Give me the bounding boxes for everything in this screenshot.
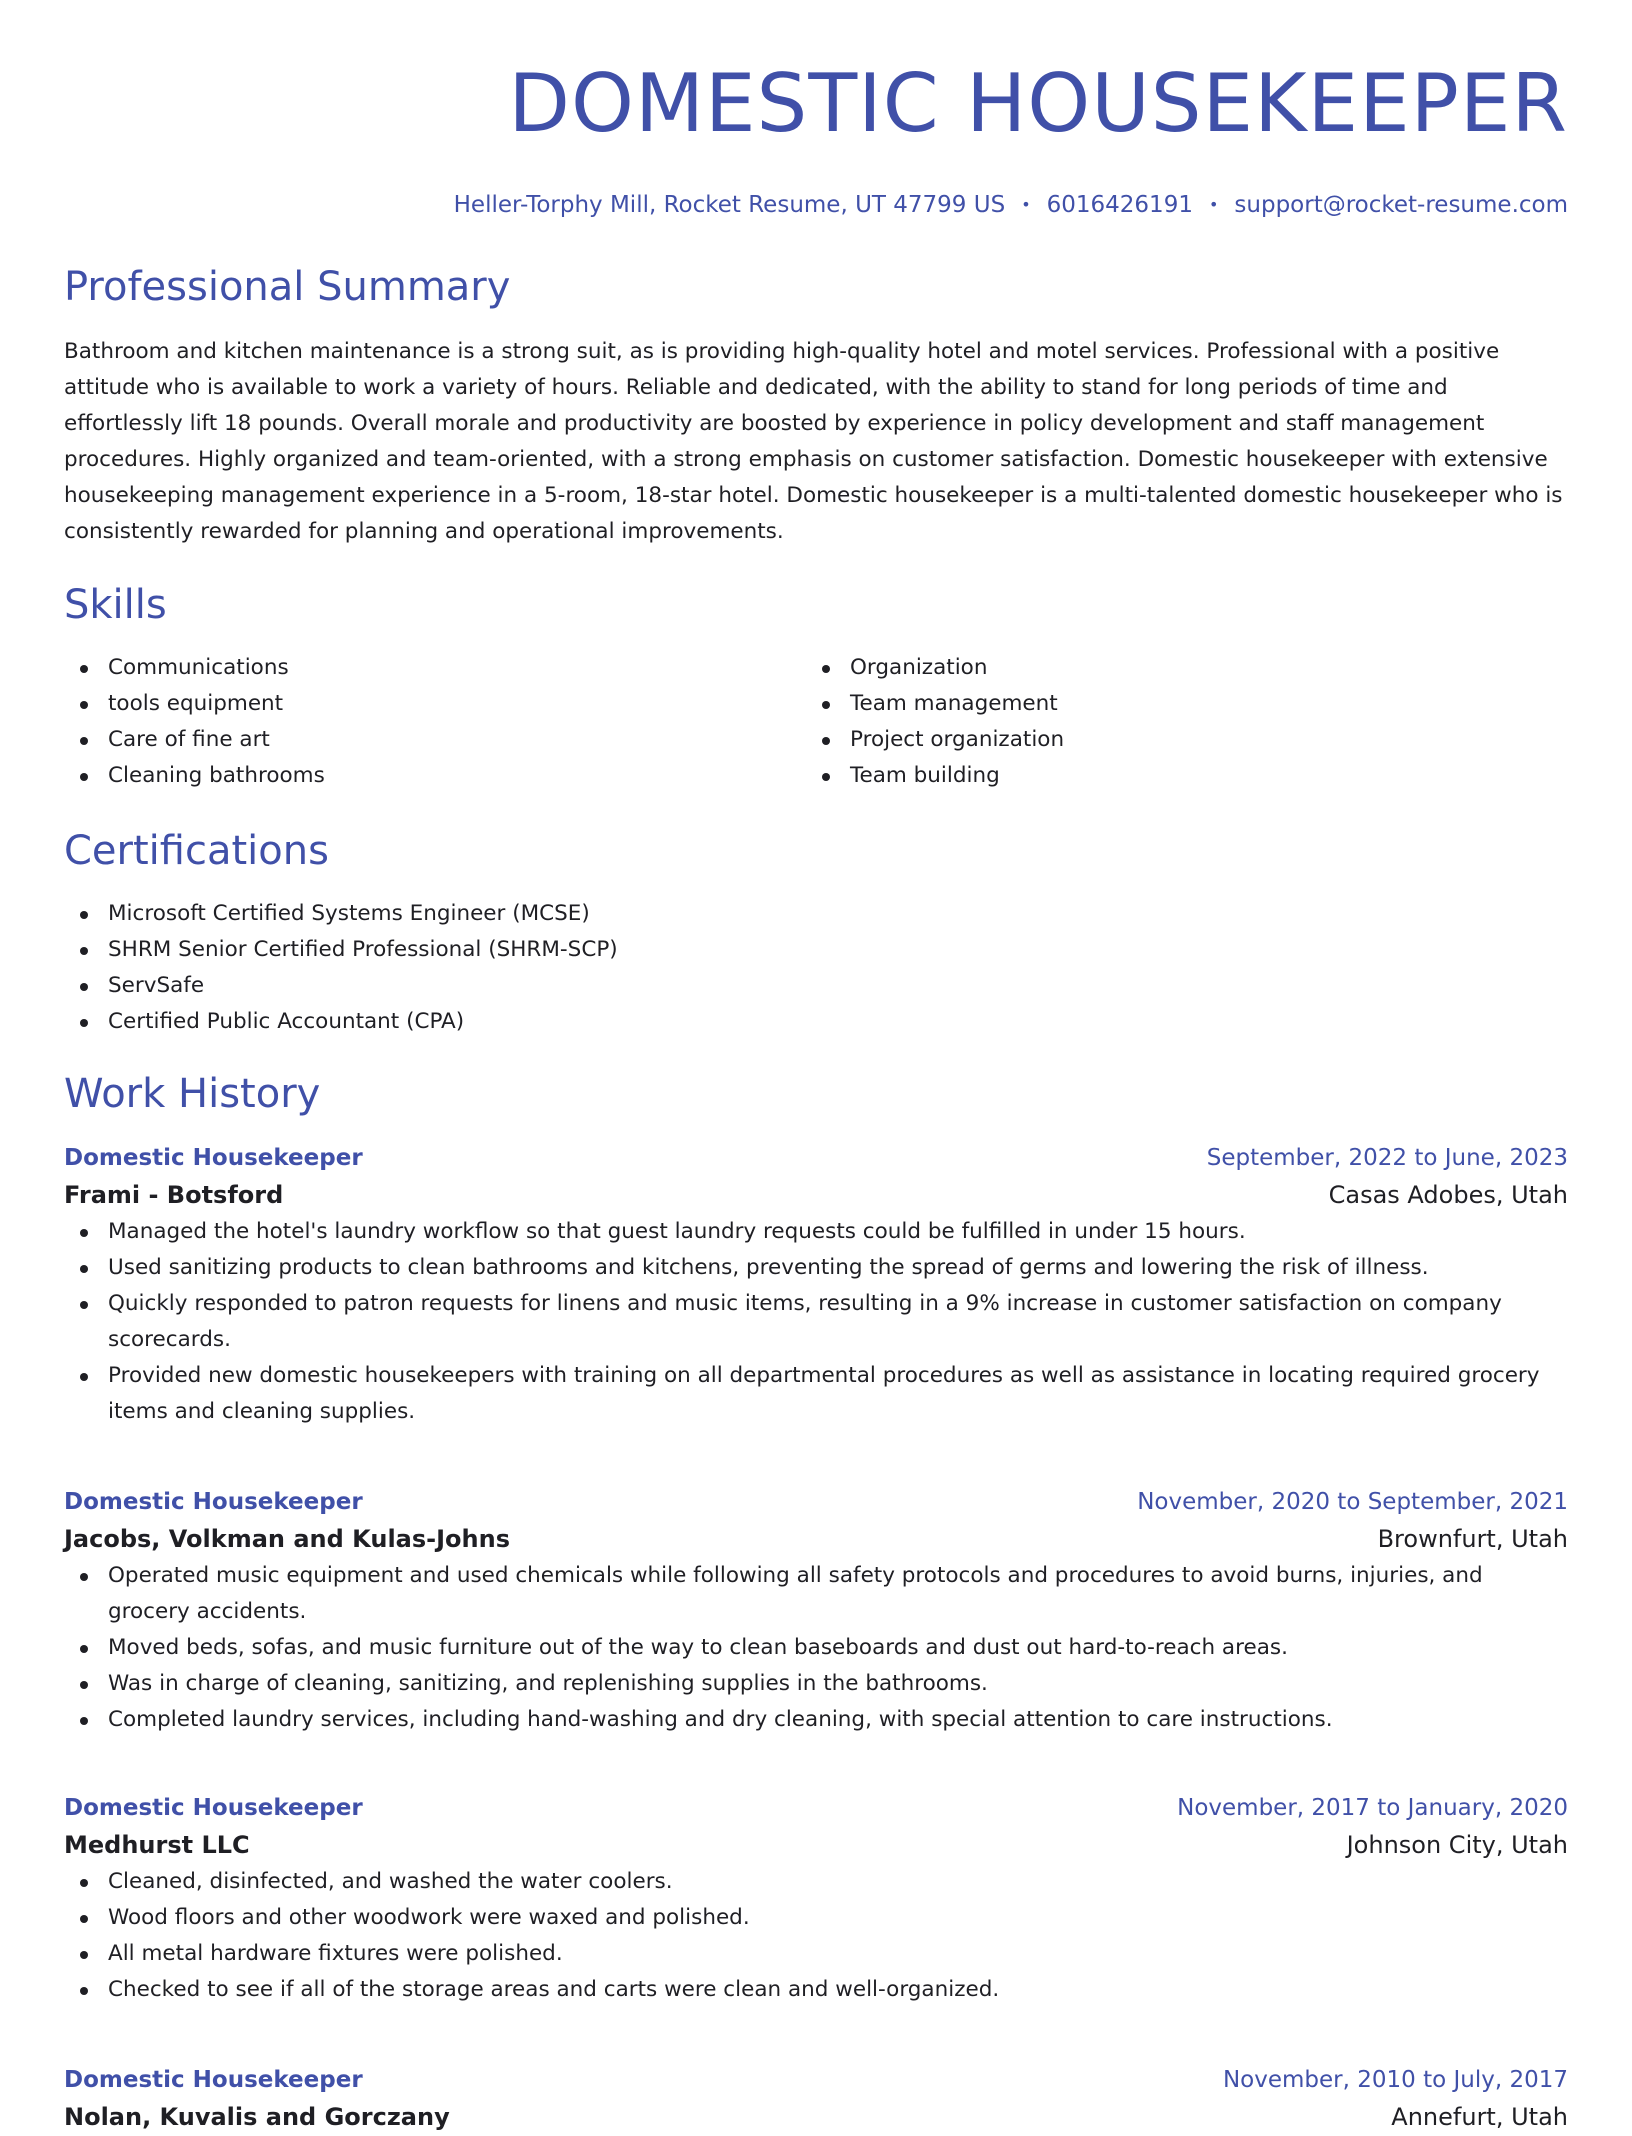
list-item: Provided new domestic housekeepers with training on all departmental procedures as well as assistance in locating required grocery items and cleaning supplies. (64, 1358, 1568, 1430)
summary-text: Bathroom and kitchen maintenance is a strong suit, as is providing high-quality hotel and motel services. Professional with a positive attitude who is available to work a variety of hours. Reliable and dedicated, with the ability to stand for long periods of time and effortlessly lift 18 pounds. Overall morale and productivity are boosted by experience in policy development and staff management procedures. Highly organized and team-oriented, with a strong emphasis on customer satisfaction. Domestic housekeeper with extensive housekeeping management experience in a 5-room, 18-star hotel. Domestic housekeeper is a multi-talented domestic housekeeper who is consistently rewarded for planning and operational improvements. (64, 339, 1563, 544)
job-dates: November, 2017 to January, 2020 (1177, 1795, 1568, 1821)
certifications-list (64, 896, 1568, 1040)
contact-phone[interactable]: 6016426191 (1046, 192, 1193, 218)
resume-name: DOMESTIC HOUSEKEEPER (508, 57, 1568, 150)
skills-list-left (64, 650, 764, 794)
job-duties-list (64, 1558, 1568, 1738)
job-entry (64, 2062, 1568, 2136)
list-item: Completed laundry services, including hand-washing and dry cleaning, with special attention to care instructions. (64, 1702, 1568, 1738)
list-item: Moved beds, sofas, and music furniture out of the way to clean baseboards and dust out hard-to-reach areas. (64, 1630, 1568, 1666)
skills-list-right (806, 650, 1506, 794)
contact-line (64, 190, 1568, 220)
list-item: Communications (64, 650, 764, 686)
contact-separator: • (1208, 195, 1219, 214)
job-dates: September, 2022 to June, 2023 (1206, 1145, 1568, 1171)
list-item: Operated music equipment and used chemicals while following all safety protocols and procedures to avoid burns, injuries, and grocery accidents. (64, 1558, 1568, 1630)
list-item: Organization (806, 650, 1506, 686)
list-item: Care of fine art (64, 722, 764, 758)
certifications-heading: Certifications (64, 828, 329, 874)
list-item: Checked to see if all of the storage areas and carts were clean and well-organized. (64, 1972, 1568, 2008)
job-company: Jacobs, Volkman and Kulas-Johns (64, 1525, 510, 1553)
list-item: Project organization (806, 722, 1506, 758)
job-title: Domestic Housekeeper (64, 1795, 363, 1821)
list-item: tools equipment (64, 686, 764, 722)
summary-heading: Professional Summary (64, 264, 511, 310)
list-item: Was in charge of cleaning, sanitizing, and replenishing supplies in the bathrooms. (64, 1666, 1568, 1702)
job-company-row (64, 1176, 1568, 1214)
list-item: Team management (806, 686, 1506, 722)
list-item: Used sanitizing products to clean bathrooms and kitchens, preventing the spread of germs and lowering the risk of illness. (64, 1250, 1568, 1286)
resume-page (64, 0, 1568, 2131)
list-item: All metal hardware fixtures were polished. (64, 1936, 1568, 1972)
job-company-row (64, 2098, 1568, 2136)
list-item: Quickly responded to patron requests for linens and music items, resulting in a 9% increase in customer satisfaction on company scorecards. (64, 1286, 1568, 1358)
skills-heading: Skills (64, 582, 167, 628)
list-item: Team building (806, 758, 1506, 794)
job-company: Frami - Botsford (64, 1181, 284, 1209)
contact-address: Heller-Torphy Mill, Rocket Resume, UT 47799 US (453, 192, 1006, 218)
certifications-block (64, 896, 1568, 1040)
list-item: Managed the hotel's laundry workflow so that guest laundry requests could be fulfilled in under 15 hours. (64, 1214, 1568, 1250)
skills-column-right (806, 650, 1506, 794)
job-entry (64, 1140, 1568, 1430)
list-item: Certified Public Accountant (CPA) (64, 1004, 1568, 1040)
job-title: Domestic Housekeeper (64, 2067, 363, 2093)
list-item: Cleaned, disinfected, and washed the water coolers. (64, 1864, 1568, 1900)
job-dates: November, 2010 to July, 2017 (1222, 2067, 1568, 2093)
list-item: Wood floors and other woodwork were waxed and polished. (64, 1900, 1568, 1936)
work-history-heading: Work History (64, 1071, 321, 1117)
job-dates: November, 2020 to September, 2021 (1137, 1489, 1568, 1515)
contact-email[interactable]: support@rocket-resume.com (1234, 192, 1568, 218)
job-location: Casas Adobes, Utah (1328, 1181, 1568, 1209)
job-company-row (64, 1826, 1568, 1864)
job-duties-list (64, 1214, 1568, 1430)
job-location: Brownfurt, Utah (1377, 1525, 1568, 1553)
job-location: Annefurt, Utah (1391, 2103, 1568, 2131)
skills-column-left (64, 650, 764, 794)
job-entry (64, 1484, 1568, 1738)
job-title: Domestic Housekeeper (64, 1489, 363, 1515)
job-title-row (64, 1484, 1568, 1520)
job-duties-list (64, 1864, 1568, 2008)
list-item: Cleaning bathrooms (64, 758, 764, 794)
list-item: Microsoft Certified Systems Engineer (MCSE) (64, 896, 1568, 932)
job-entry (64, 1790, 1568, 2008)
job-title-row (64, 2062, 1568, 2098)
list-item: ServSafe (64, 968, 1568, 1004)
list-item: SHRM Senior Certified Professional (SHRM-SCP) (64, 932, 1568, 968)
job-company: Nolan, Kuvalis and Gorczany (64, 2103, 450, 2131)
job-company: Medhurst LLC (64, 1831, 250, 1859)
contact-separator: • (1021, 195, 1031, 214)
job-company-row (64, 1520, 1568, 1558)
job-title-row (64, 1790, 1568, 1826)
job-title-row (64, 1140, 1568, 1176)
job-title: Domestic Housekeeper (64, 1145, 363, 1171)
job-location: Johnson City, Utah (1346, 1831, 1568, 1859)
